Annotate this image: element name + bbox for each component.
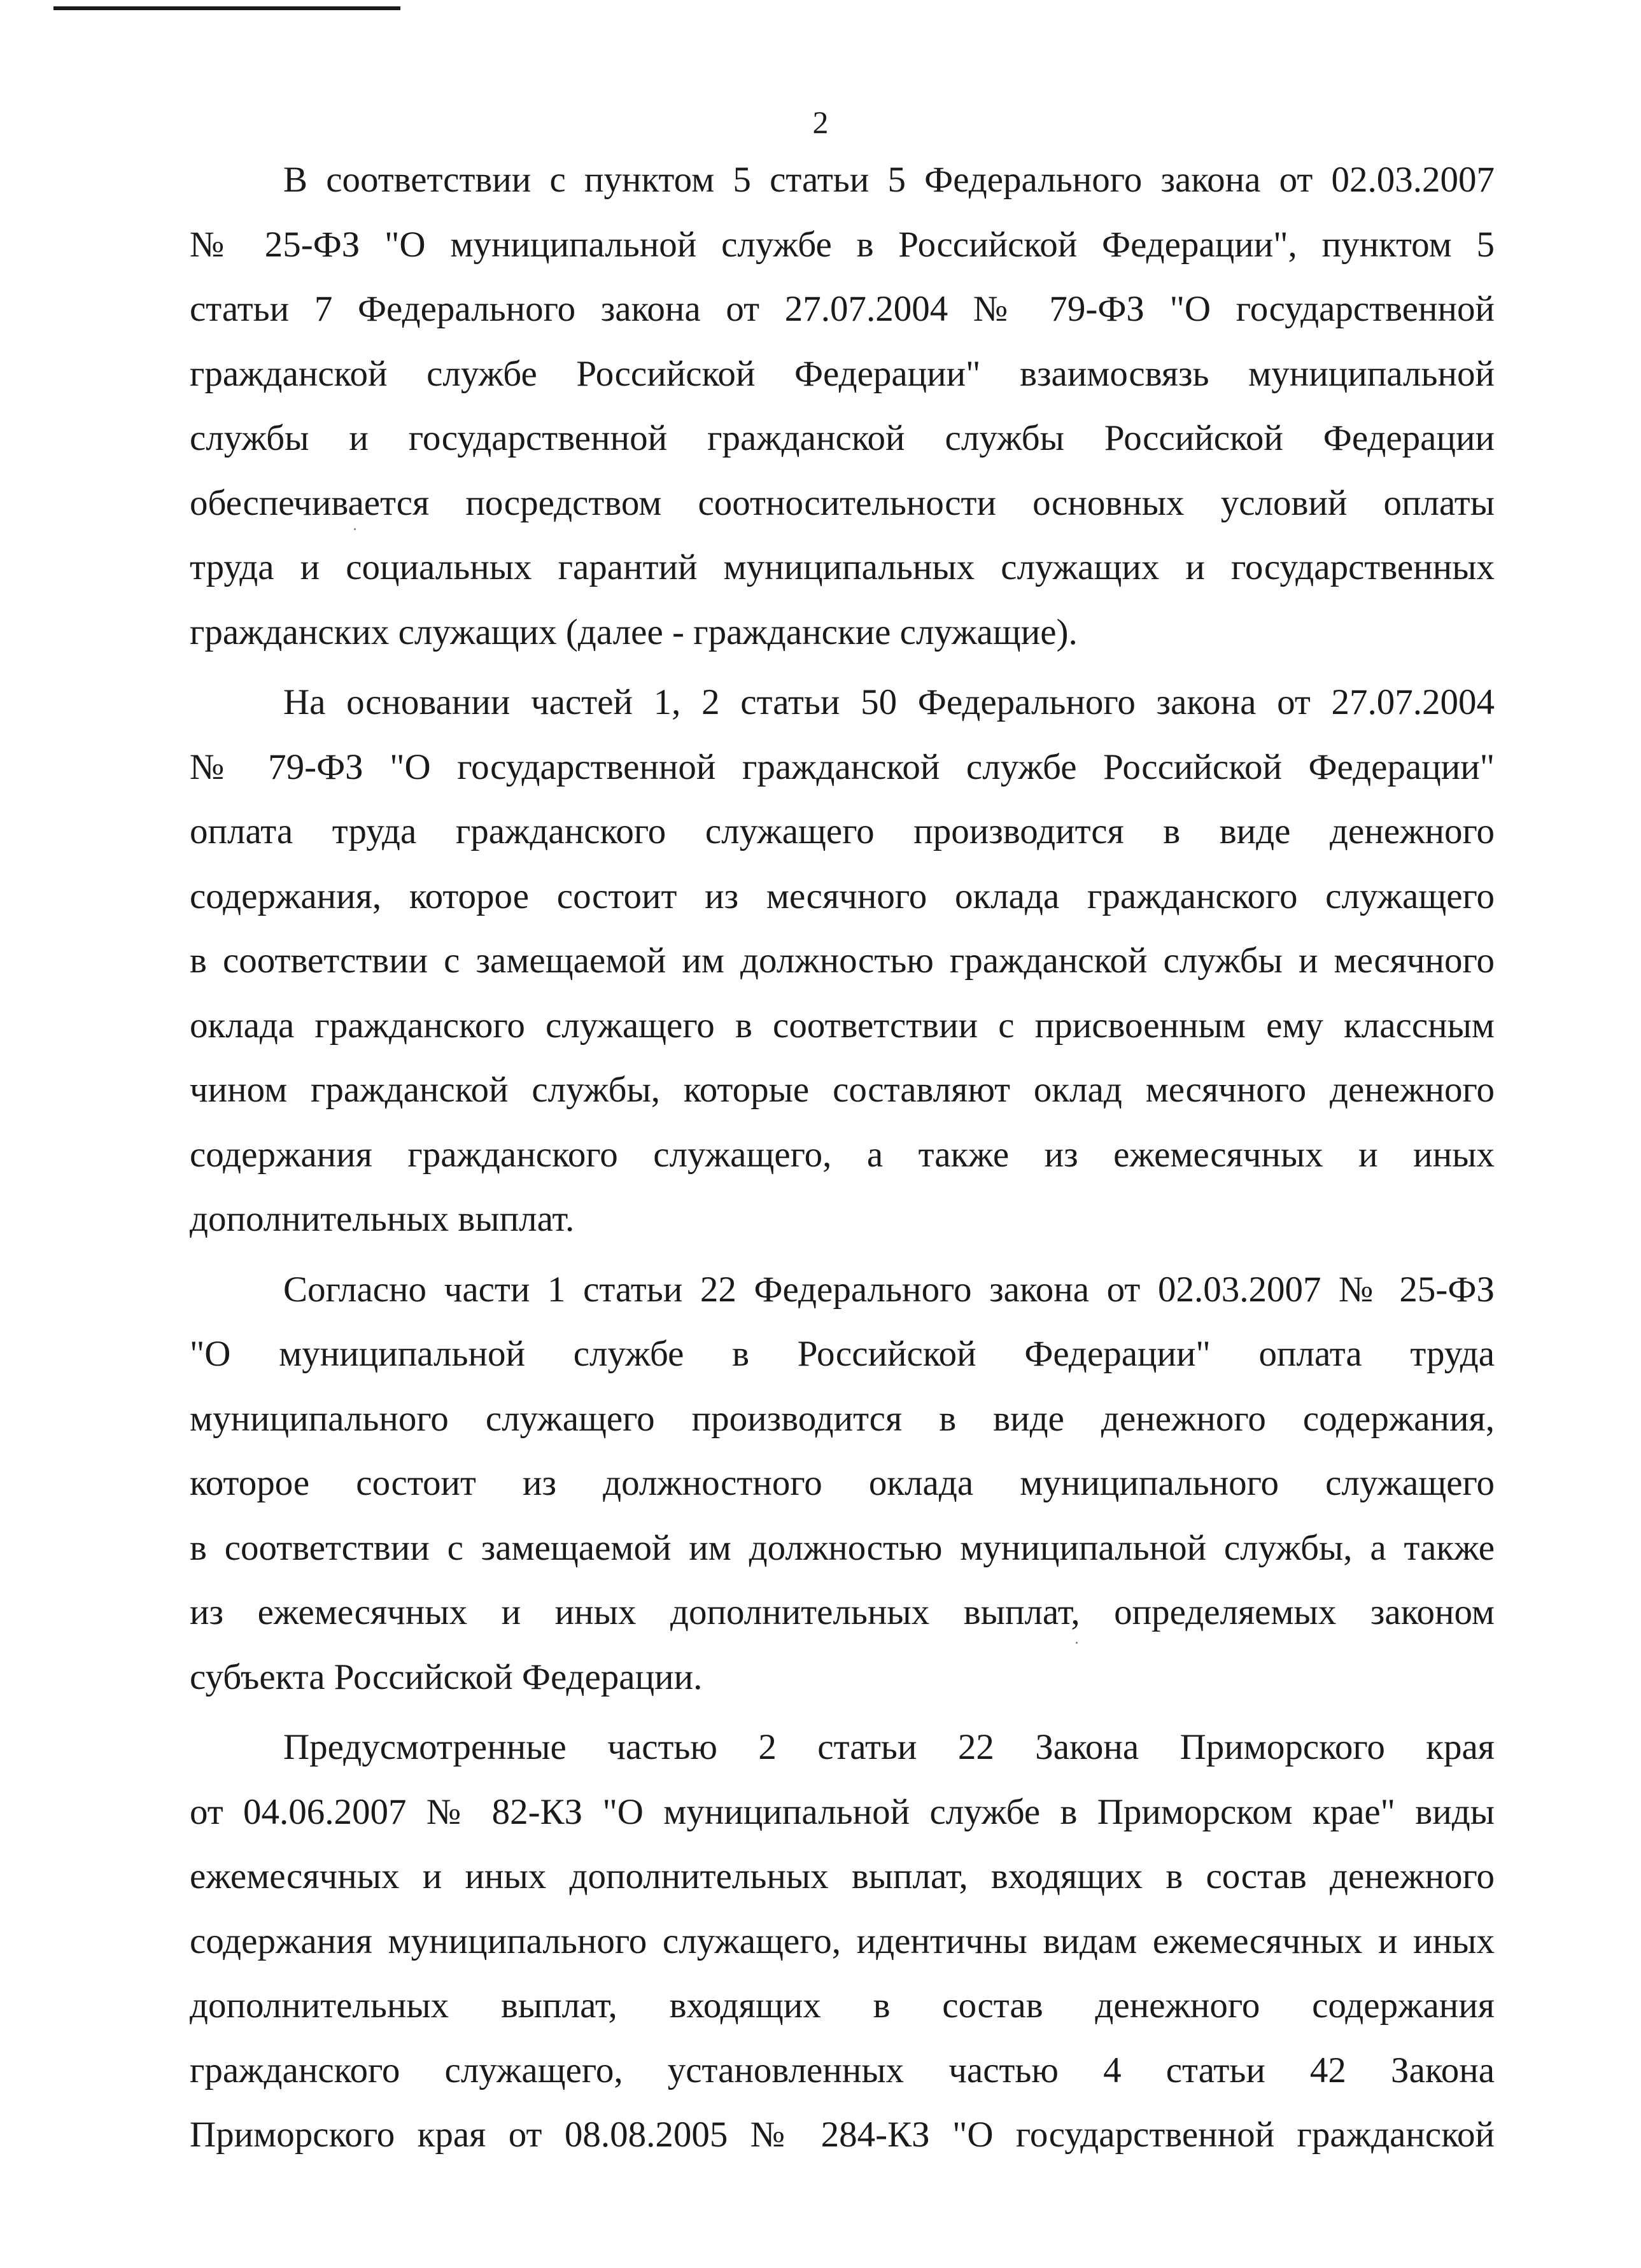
text-line: оклада гражданского служащего в соответствии с присвоенным ему классным bbox=[190, 1005, 1495, 1046]
text-line: Согласно части 1 статьи 22 Федерального закона от 02.03.2007 № 25-ФЗ bbox=[283, 1269, 1495, 1310]
text-line: муниципального служащего производится в виде денежного содержания, bbox=[190, 1398, 1495, 1439]
text-line: гражданской службе Российской Федерации" взаимосвязь муниципальной bbox=[190, 353, 1495, 394]
text-line: из ежемесячных и иных дополнительных выплат, определяемых законом bbox=[190, 1592, 1495, 1632]
text-line: оплата труда гражданского служащего производится в виде денежного bbox=[190, 811, 1495, 851]
text-line: в соответствии с замещаемой им должностью гражданской службы и месячного bbox=[190, 941, 1495, 981]
text-line: содержания гражданского служащего, а также из ежемесячных и иных bbox=[190, 1134, 1495, 1175]
text-line: Предусмотренные частью 2 статьи 22 Закона Приморского края bbox=[283, 1727, 1495, 1767]
text-line: в соответствии с замещаемой им должностью муниципальной службы, а также bbox=[190, 1527, 1495, 1568]
text-line: ежемесячных и иных дополнительных выплат, входящих в состав денежного bbox=[190, 1856, 1495, 1896]
text-line: статьи 7 Федерального закона от 27.07.2004 № 79-ФЗ "О государственной bbox=[190, 289, 1495, 329]
paragraph bbox=[190, 1715, 1495, 2167]
scan-speck bbox=[354, 528, 356, 530]
text-line: № 79-ФЗ "О государственной гражданской службе Российской Федерации" bbox=[190, 746, 1495, 787]
text-line: чином гражданской службы, которые составляют оклад месячного денежного bbox=[190, 1070, 1495, 1110]
document-body bbox=[190, 148, 1495, 2167]
text-line: гражданских служащих (далее - гражданские служащие). bbox=[190, 612, 1078, 652]
paragraph bbox=[190, 1257, 1495, 1710]
paragraph bbox=[190, 148, 1495, 664]
text-line: субъекта Российской Федерации. bbox=[190, 1656, 703, 1697]
text-line: которое состоит из должностного оклада муниципального служащего bbox=[190, 1463, 1495, 1503]
text-line: содержания, которое состоит из месячного оклада гражданского служащего bbox=[190, 876, 1495, 916]
scan-speck bbox=[1076, 1642, 1078, 1644]
page-number: 2 bbox=[812, 104, 829, 140]
text-line: № 25-ФЗ "О муниципальной службе в Российской Федерации", пунктом 5 bbox=[190, 224, 1495, 265]
scan-top-rule bbox=[53, 6, 400, 10]
text-line: дополнительных выплат. bbox=[190, 1199, 575, 1239]
text-line: "О муниципальной службе в Российской Федерации" оплата труда bbox=[190, 1334, 1495, 1374]
text-line: гражданского служащего, установленных частью 4 статьи 42 Закона bbox=[190, 2050, 1495, 2090]
paragraph bbox=[190, 670, 1495, 1252]
text-line: На основании частей 1, 2 статьи 50 Федерального закона от 27.07.2004 bbox=[283, 682, 1495, 722]
text-line: Приморского края от 08.08.2005 № 284-КЗ "О государственной гражданской bbox=[190, 2115, 1495, 2155]
text-line: дополнительных выплат, входящих в состав денежного содержания bbox=[190, 1985, 1495, 2026]
text-line: труда и социальных гарантий муниципальных служащих и государственных bbox=[190, 547, 1495, 587]
text-line: обеспечивается посредством соотносительности основных условий оплаты bbox=[190, 482, 1495, 523]
text-line: от 04.06.2007 № 82-КЗ "О муниципальной службе в Приморском крае" виды bbox=[190, 1791, 1495, 1832]
text-line: службы и государственной гражданской службы Российской Федерации bbox=[190, 418, 1495, 458]
text-line: В соответствии с пунктом 5 статьи 5 Федерального закона от 02.03.2007 bbox=[283, 160, 1495, 200]
text-line: содержания муниципального служащего, идентичны видам ежемесячных и иных bbox=[190, 1921, 1495, 1961]
